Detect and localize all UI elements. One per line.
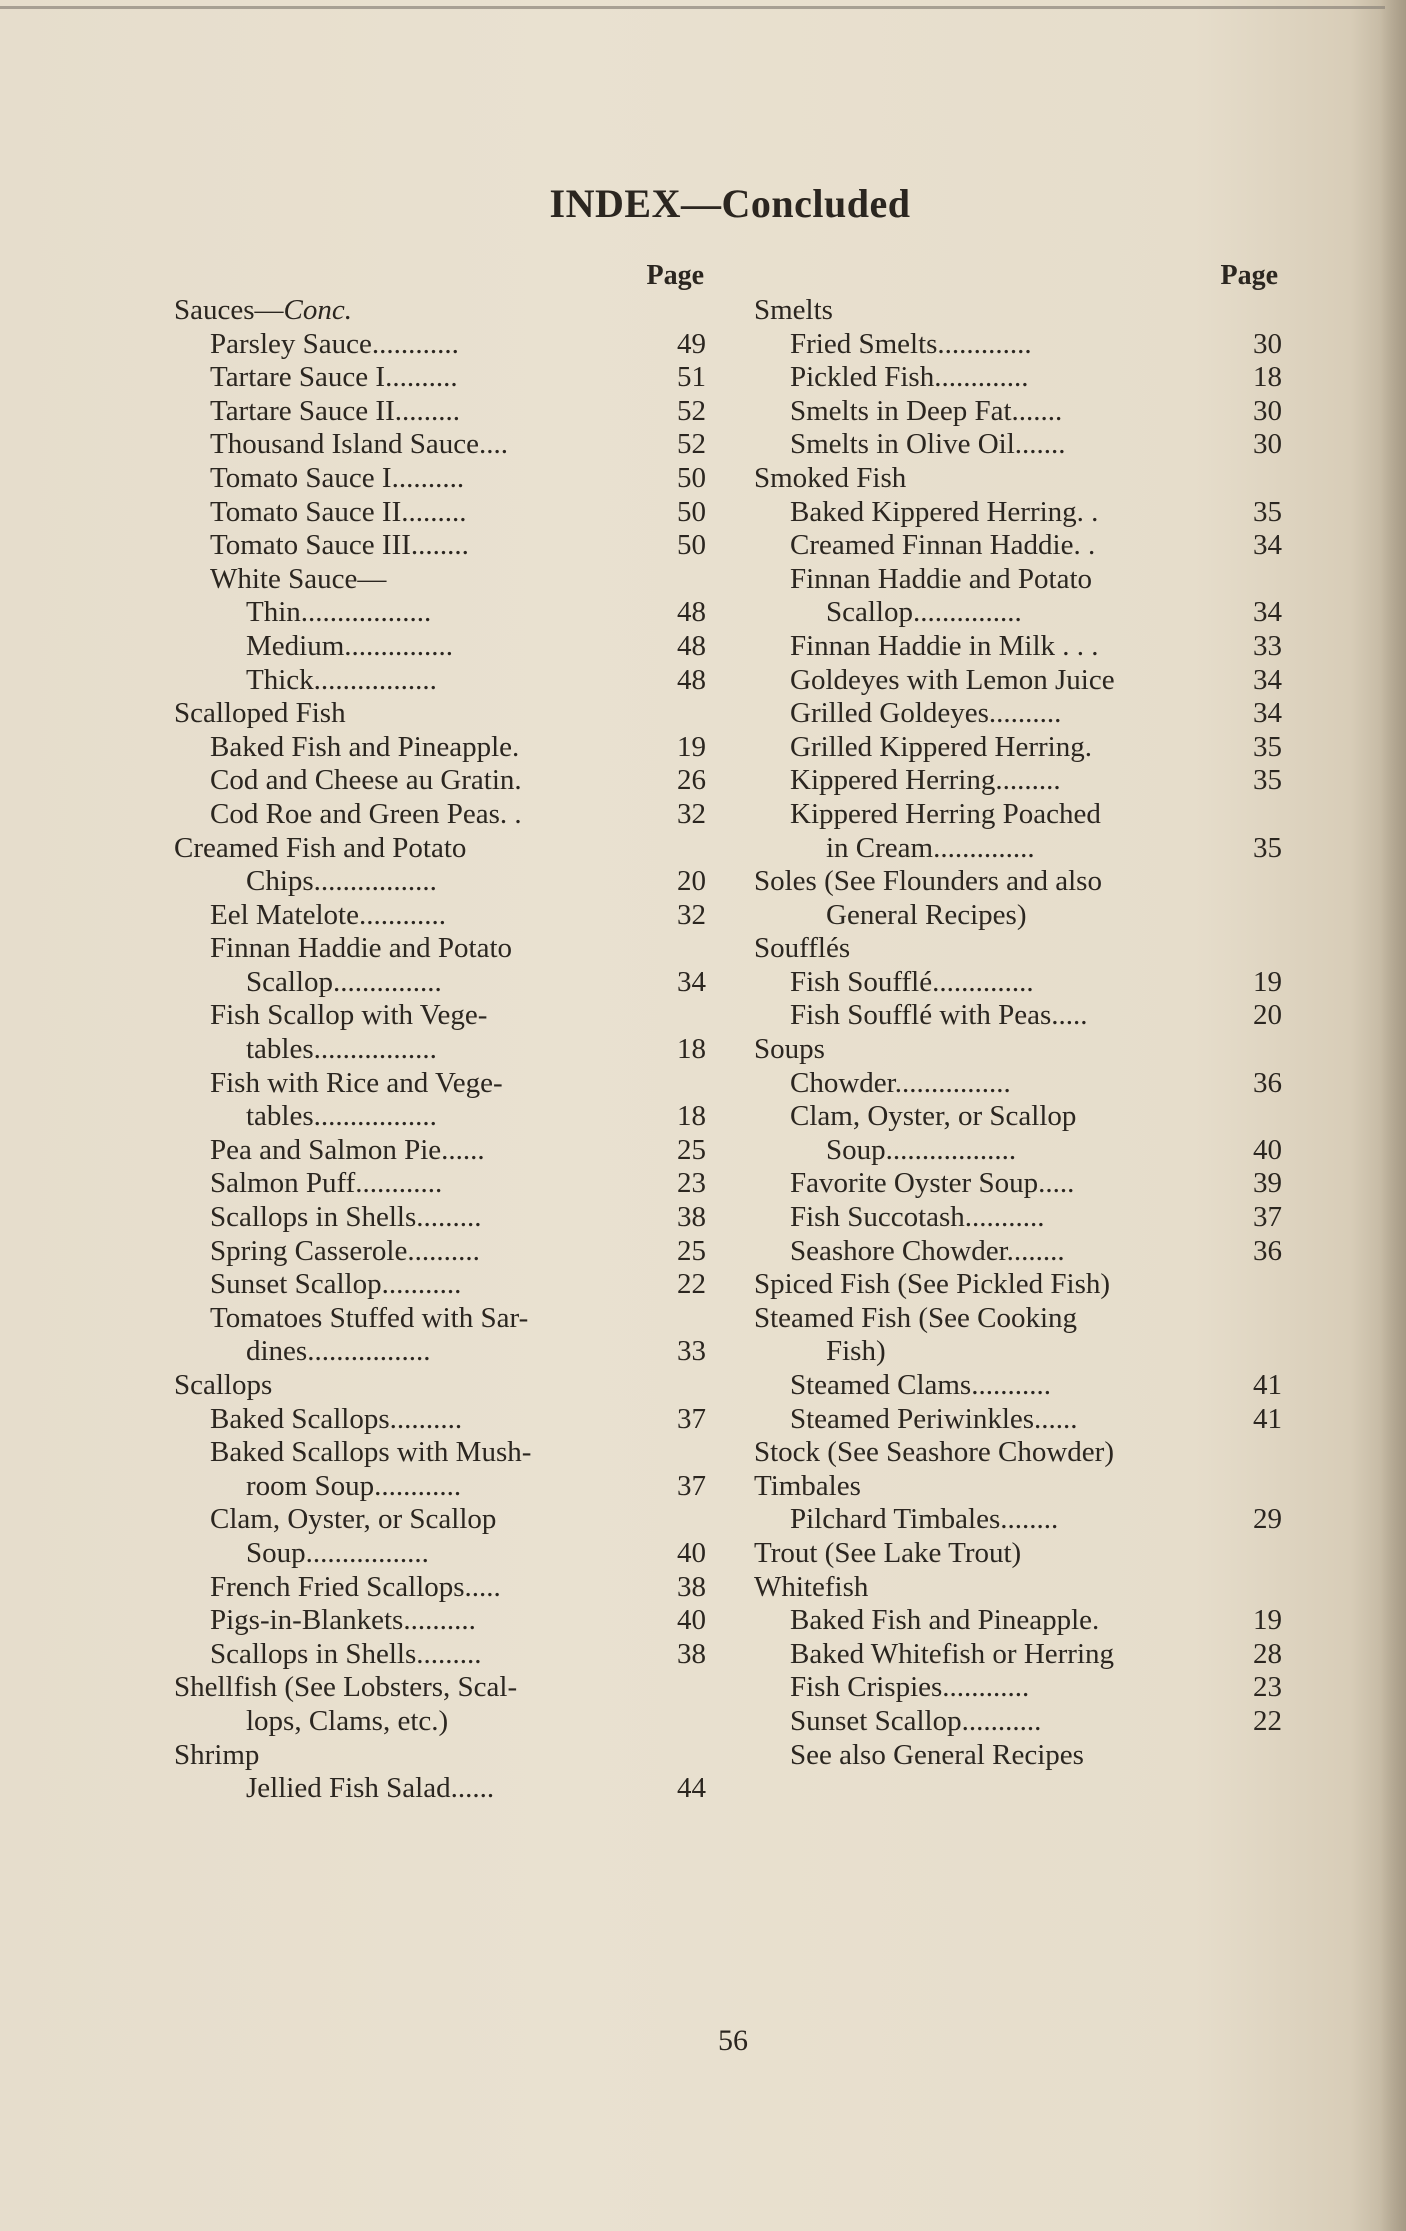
index-entry bbox=[174, 1167, 706, 1201]
entry-title: French Fried Scallops..... bbox=[210, 1570, 501, 1603]
index-entry bbox=[174, 1369, 706, 1403]
entry-title: Tomato Sauce I.......... bbox=[210, 461, 465, 494]
index-entry bbox=[754, 1100, 1282, 1134]
entry-title: Soup................. bbox=[246, 1536, 429, 1569]
entry-title: in Cream.............. bbox=[826, 831, 1035, 864]
entry-title: Tartare Sauce II......... bbox=[210, 394, 460, 427]
entry-title: Soufflés bbox=[754, 932, 851, 965]
index-entry bbox=[754, 1403, 1282, 1437]
index-entry bbox=[754, 731, 1282, 765]
index-entry bbox=[754, 1571, 1282, 1605]
entry-title: Fish) bbox=[826, 1335, 886, 1368]
index-entry bbox=[174, 1537, 706, 1571]
entry-title: room Soup............ bbox=[246, 1469, 462, 1502]
entry-page: 50 bbox=[677, 461, 706, 494]
entry-page: 29 bbox=[1253, 1503, 1282, 1536]
index-entry bbox=[174, 1201, 706, 1235]
index-column-right bbox=[754, 258, 1282, 1772]
index-entry bbox=[754, 999, 1282, 1033]
entry-title: Scallop............... bbox=[826, 596, 1022, 629]
index-entry bbox=[754, 563, 1282, 597]
index-entry bbox=[754, 865, 1282, 899]
entry-page: 23 bbox=[677, 1167, 706, 1200]
entry-title: Pilchard Timbales........ bbox=[790, 1503, 1059, 1536]
index-entry bbox=[174, 899, 706, 933]
entry-title: Shellfish (See Lobsters, Scal- bbox=[174, 1671, 518, 1704]
index-entry bbox=[754, 1302, 1282, 1336]
entry-title: See also General Recipes bbox=[790, 1738, 1084, 1771]
entry-page: 34 bbox=[677, 965, 706, 998]
entry-page: 34 bbox=[1253, 663, 1282, 696]
index-entry bbox=[174, 294, 706, 328]
entry-page: 18 bbox=[677, 1100, 706, 1133]
entry-title: Cod Roe and Green Peas. . bbox=[210, 797, 522, 830]
index-entry bbox=[174, 1033, 706, 1067]
index-entry bbox=[754, 1705, 1282, 1739]
index-entry bbox=[754, 294, 1282, 328]
entry-title: Smelts bbox=[754, 294, 833, 326]
entry-title: Baked Kippered Herring. . bbox=[790, 495, 1099, 528]
entry-page: 48 bbox=[677, 663, 706, 696]
index-entry bbox=[754, 764, 1282, 798]
index-entry bbox=[174, 1134, 706, 1168]
entry-title: Medium............... bbox=[246, 629, 454, 662]
entry-page: 37 bbox=[677, 1402, 706, 1435]
entry-page: 26 bbox=[677, 764, 706, 797]
index-entry bbox=[754, 1369, 1282, 1403]
entry-title: Kippered Herring Poached bbox=[790, 797, 1101, 830]
entry-page: 44 bbox=[677, 1772, 706, 1805]
entry-page: 22 bbox=[1253, 1704, 1282, 1737]
index-entry bbox=[174, 832, 706, 866]
entry-page: 52 bbox=[677, 394, 706, 427]
entry-title: Finnan Haddie in Milk . . . bbox=[790, 629, 1099, 662]
entry-title: Thousand Island Sauce.... bbox=[210, 428, 508, 461]
index-entry bbox=[174, 563, 706, 597]
index-entry bbox=[174, 798, 706, 832]
entry-title: Cod and Cheese au Gratin. bbox=[210, 764, 522, 797]
index-entry bbox=[754, 1537, 1282, 1571]
index-entry bbox=[174, 1705, 706, 1739]
entry-page: 40 bbox=[1253, 1133, 1282, 1166]
entry-page: 41 bbox=[1253, 1369, 1282, 1401]
index-entry bbox=[754, 1470, 1282, 1504]
index-entry bbox=[174, 1302, 706, 1336]
entry-title: Chips................. bbox=[246, 865, 437, 898]
index-entry bbox=[174, 1638, 706, 1672]
entry-title: Spring Casserole.......... bbox=[210, 1234, 480, 1267]
entry-page: 19 bbox=[1253, 965, 1282, 998]
entry-page: 28 bbox=[1253, 1637, 1282, 1670]
entry-page: 18 bbox=[1253, 361, 1282, 394]
entry-page: 22 bbox=[677, 1268, 706, 1301]
index-entry bbox=[174, 1268, 706, 1302]
entry-title: Smelts in Olive Oil....... bbox=[790, 428, 1066, 461]
index-entry bbox=[754, 361, 1282, 395]
entry-title: General Recipes) bbox=[826, 898, 1027, 931]
index-entry bbox=[174, 1772, 706, 1806]
entry-page: 37 bbox=[1253, 1201, 1282, 1234]
entry-page: 36 bbox=[1253, 1066, 1282, 1099]
index-entry bbox=[174, 1436, 706, 1470]
page-number: 56 bbox=[718, 2024, 748, 2057]
entry-page: 34 bbox=[1253, 697, 1282, 730]
entry-title: dines................. bbox=[246, 1335, 431, 1368]
entry-title: Soup.................. bbox=[826, 1133, 1017, 1166]
entry-page: 38 bbox=[677, 1637, 706, 1670]
entry-title: Jellied Fish Salad...... bbox=[246, 1772, 495, 1805]
index-entry bbox=[754, 1503, 1282, 1537]
index-entry bbox=[174, 1235, 706, 1269]
entry-page: 33 bbox=[677, 1335, 706, 1368]
entry-title: Grilled Kippered Herring. bbox=[790, 730, 1092, 763]
entry-title: Fish Scallop with Vege- bbox=[210, 999, 488, 1032]
entry-title: Timbales bbox=[754, 1469, 861, 1502]
index-entry bbox=[174, 1739, 706, 1773]
index-entry bbox=[754, 462, 1282, 496]
top-rule bbox=[0, 6, 1385, 9]
index-entry bbox=[754, 328, 1282, 362]
entry-title: Kippered Herring......... bbox=[790, 764, 1061, 797]
entry-page: 20 bbox=[1253, 999, 1282, 1032]
entry-title: White Sauce— bbox=[210, 562, 387, 595]
entry-page: 51 bbox=[677, 361, 706, 394]
index-entry bbox=[754, 1235, 1282, 1269]
entry-title: Fried Smelts............. bbox=[790, 327, 1032, 360]
entry-title: Finnan Haddie and Potato bbox=[790, 562, 1093, 595]
entry-title: Parsley Sauce............ bbox=[210, 327, 459, 360]
index-entry bbox=[174, 428, 706, 462]
entry-title: Baked Whitefish or Herring bbox=[790, 1637, 1115, 1670]
index-entry bbox=[754, 529, 1282, 563]
entry-page: 20 bbox=[677, 865, 706, 898]
index-entry bbox=[174, 697, 706, 731]
entry-title: Thin.................. bbox=[246, 596, 432, 629]
entry-page: 35 bbox=[1253, 831, 1282, 864]
entry-title: Baked Scallops.......... bbox=[210, 1402, 463, 1435]
entry-page: 36 bbox=[1253, 1234, 1282, 1267]
index-entry bbox=[754, 932, 1282, 966]
entry-title: Smoked Fish bbox=[754, 461, 907, 494]
entry-page: 41 bbox=[1253, 1402, 1282, 1435]
entry-title: tables................. bbox=[246, 1100, 437, 1133]
entry-page: 38 bbox=[677, 1570, 706, 1603]
index-entry bbox=[754, 664, 1282, 698]
entry-title: Tomato Sauce III........ bbox=[210, 529, 469, 562]
entry-title: Pigs-in-Blankets.......... bbox=[210, 1604, 476, 1637]
entry-title: tables................. bbox=[246, 1033, 437, 1066]
index-entry bbox=[174, 1571, 706, 1605]
entry-title: Scallops in Shells......... bbox=[210, 1637, 482, 1670]
entry-title: Eel Matelote............ bbox=[210, 898, 446, 931]
entry-page: 35 bbox=[1253, 730, 1282, 763]
entry-title: Finnan Haddie and Potato bbox=[210, 932, 513, 965]
index-entry bbox=[174, 496, 706, 530]
entry-page: 25 bbox=[677, 1234, 706, 1267]
index-entry bbox=[174, 1335, 706, 1369]
entry-title: Sunset Scallop........... bbox=[790, 1704, 1042, 1737]
index-entry bbox=[174, 764, 706, 798]
entry-page: 18 bbox=[677, 1033, 706, 1066]
index-entry bbox=[754, 496, 1282, 530]
entry-title: lops, Clams, etc.) bbox=[246, 1704, 449, 1737]
entry-page: 19 bbox=[677, 730, 706, 763]
entry-title: Baked Fish and Pineapple. bbox=[790, 1604, 1100, 1637]
entry-title: Sunset Scallop........... bbox=[210, 1268, 462, 1301]
entry-page: 25 bbox=[677, 1133, 706, 1166]
index-entry bbox=[754, 1335, 1282, 1369]
page-title: INDEX—Concluded bbox=[549, 181, 911, 226]
index-entry bbox=[174, 395, 706, 429]
entry-title: Scallop............... bbox=[246, 965, 442, 998]
entry-title: Baked Scallops with Mush- bbox=[210, 1436, 532, 1469]
index-entry bbox=[754, 697, 1282, 731]
entry-page: 34 bbox=[1253, 529, 1282, 562]
index-entry bbox=[174, 664, 706, 698]
entry-title: Baked Fish and Pineapple. bbox=[210, 730, 520, 763]
index-entry bbox=[754, 428, 1282, 462]
entry-title: Fish Soufflé.............. bbox=[790, 965, 1034, 998]
entry-title: Fish Crispies............ bbox=[790, 1671, 1030, 1704]
entry-title: Steamed Fish (See Cooking bbox=[754, 1301, 1078, 1334]
page-column-header: Page bbox=[646, 260, 704, 291]
entry-page: 50 bbox=[677, 495, 706, 528]
entry-page: 37 bbox=[677, 1469, 706, 1502]
index-entry bbox=[754, 395, 1282, 429]
entry-title: Favorite Oyster Soup..... bbox=[790, 1167, 1075, 1200]
index-entry bbox=[174, 865, 706, 899]
index-entry bbox=[174, 1067, 706, 1101]
entry-title: Seashore Chowder........ bbox=[790, 1234, 1065, 1267]
index-entry bbox=[754, 1067, 1282, 1101]
index-entry bbox=[174, 462, 706, 496]
entry-page: 32 bbox=[677, 898, 706, 931]
entry-page: 40 bbox=[677, 1536, 706, 1569]
entry-title: Clam, Oyster, or Scallop bbox=[790, 1100, 1077, 1133]
entry-page: 35 bbox=[1253, 764, 1282, 797]
index-entry bbox=[754, 1033, 1282, 1067]
entry-page: 48 bbox=[677, 596, 706, 629]
index-entry bbox=[174, 328, 706, 362]
entry-title: Trout (See Lake Trout) bbox=[754, 1536, 1022, 1569]
index-entry bbox=[754, 1604, 1282, 1638]
entry-page: 30 bbox=[1253, 428, 1282, 461]
index-entry bbox=[754, 1134, 1282, 1168]
index-entry bbox=[754, 899, 1282, 933]
entry-title: Scallops in Shells......... bbox=[210, 1201, 482, 1234]
index-entry bbox=[754, 1268, 1282, 1302]
index-entry bbox=[174, 932, 706, 966]
index-list-left bbox=[174, 294, 706, 1806]
entry-page: 34 bbox=[1253, 596, 1282, 629]
index-entry bbox=[174, 1604, 706, 1638]
entry-title: Creamed Fish and Potato bbox=[174, 831, 467, 864]
index-entry bbox=[754, 1167, 1282, 1201]
index-list-right bbox=[754, 294, 1282, 1772]
index-entry bbox=[174, 1503, 706, 1537]
entry-title: Chowder................ bbox=[790, 1066, 1011, 1099]
index-entry bbox=[754, 966, 1282, 1000]
index-entry bbox=[174, 966, 706, 1000]
index-entry bbox=[754, 596, 1282, 630]
index-entry bbox=[174, 1403, 706, 1437]
entry-title: Clam, Oyster, or Scallop bbox=[210, 1503, 497, 1536]
entry-title: Fish Succotash........... bbox=[790, 1201, 1045, 1234]
index-entry bbox=[174, 999, 706, 1033]
index-entry bbox=[174, 596, 706, 630]
entry-title: Scallops bbox=[174, 1369, 273, 1401]
index-entry bbox=[174, 529, 706, 563]
entry-title: Tomatoes Stuffed with Sar- bbox=[210, 1301, 529, 1334]
entry-title: Creamed Finnan Haddie. . bbox=[790, 529, 1096, 562]
index-entry bbox=[754, 832, 1282, 866]
index-entry bbox=[174, 1671, 706, 1705]
entry-title: Salmon Puff............ bbox=[210, 1167, 443, 1200]
entry-page: 38 bbox=[677, 1201, 706, 1234]
page-edge-shadow bbox=[1380, 0, 1406, 2231]
entry-title: Whitefish bbox=[754, 1570, 869, 1603]
entry-page: 40 bbox=[677, 1604, 706, 1637]
entry-title: Steamed Clams........... bbox=[790, 1369, 1051, 1401]
entry-page: 49 bbox=[677, 327, 706, 360]
index-entry bbox=[754, 798, 1282, 832]
entry-page: 30 bbox=[1253, 327, 1282, 360]
entry-title: Pea and Salmon Pie...... bbox=[210, 1133, 485, 1166]
entry-page: 30 bbox=[1253, 394, 1282, 427]
entry-title: Spiced Fish (See Pickled Fish) bbox=[754, 1268, 1111, 1301]
entry-page: 52 bbox=[677, 428, 706, 461]
entry-title: Tartare Sauce I.......... bbox=[210, 361, 458, 394]
entry-title: Goldeyes with Lemon Juice bbox=[790, 663, 1115, 696]
entry-page: 39 bbox=[1253, 1167, 1282, 1200]
index-entry bbox=[174, 361, 706, 395]
entry-page: 33 bbox=[1253, 629, 1282, 662]
entry-title: Smelts in Deep Fat....... bbox=[790, 394, 1063, 427]
page-column-header: Page bbox=[1220, 260, 1278, 291]
index-entry bbox=[754, 1671, 1282, 1705]
index-entry bbox=[174, 1470, 706, 1504]
entry-page: 50 bbox=[677, 529, 706, 562]
entry-title: Steamed Periwinkles...... bbox=[790, 1402, 1078, 1435]
entry-page: 23 bbox=[1253, 1671, 1282, 1704]
index-column-left bbox=[174, 258, 706, 1806]
entry-title: Sauces—Conc. bbox=[174, 294, 352, 326]
index-entry bbox=[754, 1739, 1282, 1773]
index-entry bbox=[174, 1100, 706, 1134]
entry-title: Scalloped Fish bbox=[174, 697, 346, 730]
entry-page: 35 bbox=[1253, 495, 1282, 528]
entry-title: Fish Soufflé with Peas..... bbox=[790, 999, 1088, 1032]
entry-title: Tomato Sauce II......... bbox=[210, 495, 467, 528]
entry-title: Stock (See Seashore Chowder) bbox=[754, 1436, 1114, 1469]
entry-title: Shrimp bbox=[174, 1738, 260, 1771]
entry-title: Fish with Rice and Vege- bbox=[210, 1066, 503, 1099]
index-entry bbox=[754, 1201, 1282, 1235]
entry-page: 32 bbox=[677, 797, 706, 830]
entry-page: 19 bbox=[1253, 1604, 1282, 1637]
index-entry bbox=[174, 731, 706, 765]
index-entry bbox=[754, 1638, 1282, 1672]
entry-title: Thick................. bbox=[246, 663, 437, 696]
index-entry bbox=[754, 630, 1282, 664]
entry-title: Soups bbox=[754, 1033, 825, 1066]
entry-title: Soles (See Flounders and also bbox=[754, 865, 1102, 898]
index-entry bbox=[754, 1436, 1282, 1470]
index-entry bbox=[174, 630, 706, 664]
entry-title: Pickled Fish............. bbox=[790, 361, 1029, 394]
entry-title: Grilled Goldeyes.......... bbox=[790, 697, 1062, 730]
entry-page: 48 bbox=[677, 629, 706, 662]
